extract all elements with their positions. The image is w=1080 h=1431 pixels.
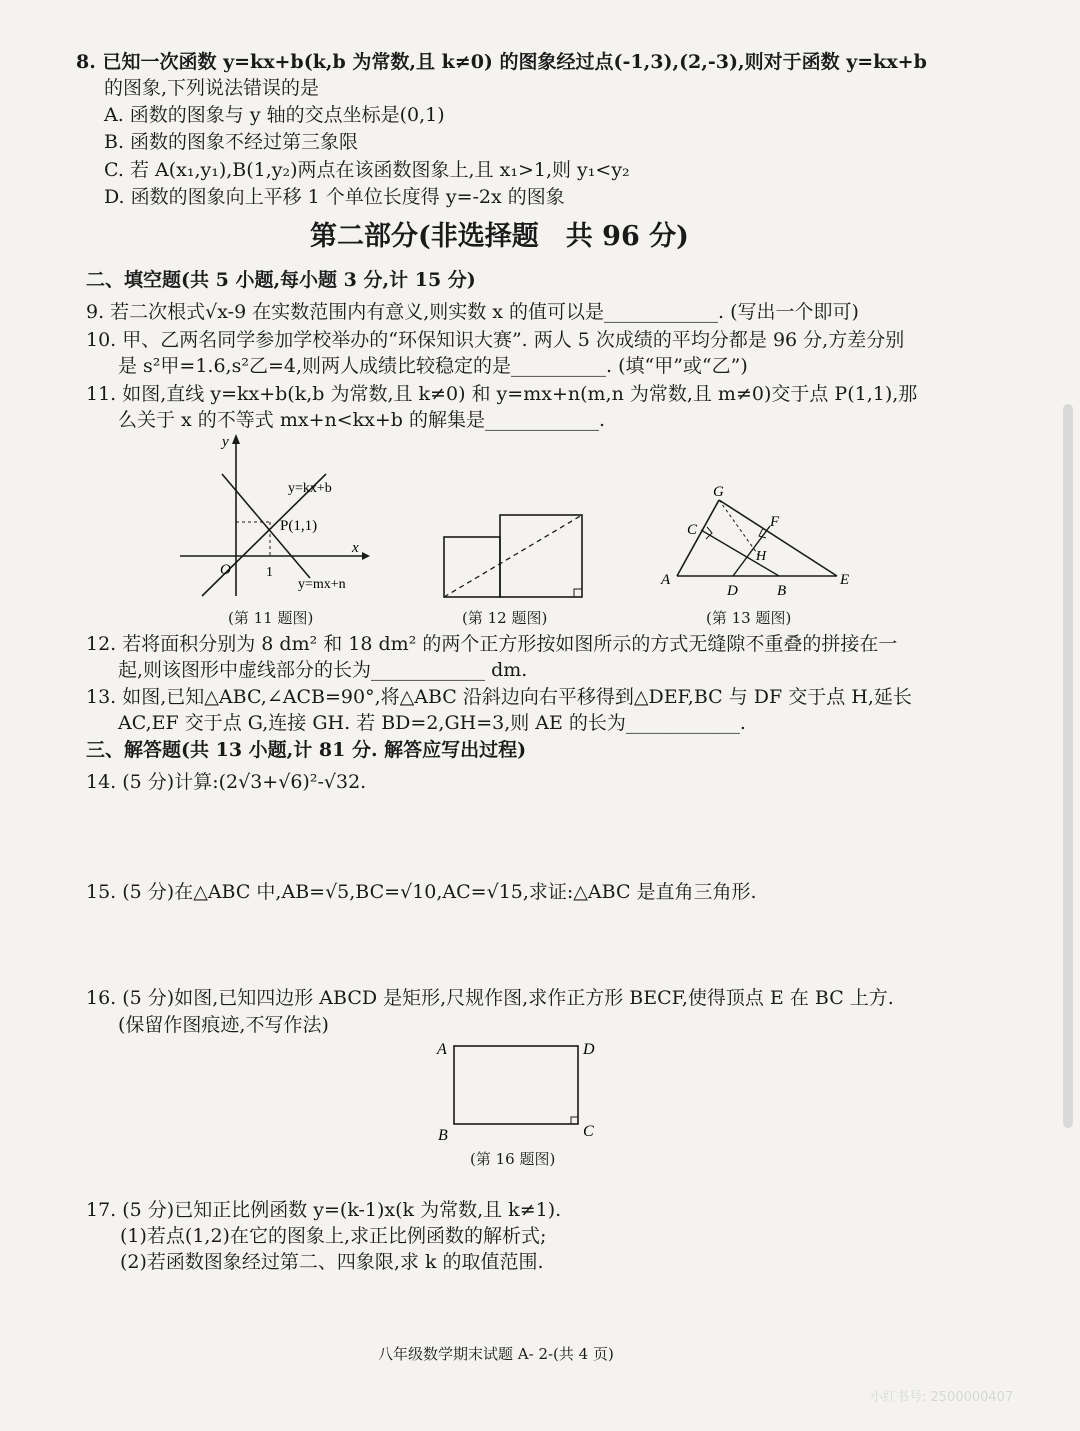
q8-option-b: B. 函数的图象不经过第三象限 [104,131,359,153]
fig13-dashed-GH [719,500,759,556]
fig11-x-arrow [362,552,370,560]
q17-line3: (2)若函数图象经过第二、四象限,求 k 的取值范围. [120,1251,544,1273]
fig11-origin-label: O [220,562,231,578]
fig13-label-G: G [713,484,724,500]
fig11-y-arrow [232,434,240,444]
fig13-caption: (第 13 题图) [706,609,792,627]
fig16-label-A: A [437,1041,447,1058]
section3-heading: 三、解答题(共 13 小题,计 81 分. 解答应写出过程) [86,739,527,761]
watermark: 小红书号: 2500000407 [870,1390,1014,1405]
figure-12-squares [440,510,590,602]
fig11-line2-label: y=mx+n [298,577,346,592]
fig13-label-E: E [840,572,850,588]
figure-13-triangles [655,480,860,605]
q11-line2: 么关于 x 的不等式 mx+n<kx+b 的解集是____________. [118,409,606,431]
q17-line2: (1)若点(1,2)在它的图象上,求正比例函数的解析式; [120,1225,547,1247]
fig11-tick-label: 1 [266,565,273,580]
page-footer: 八年级数学期末试题 A- 2-(共 4 页) [378,1345,614,1363]
q8-option-c: C. 若 A(x₁,y₁),B(1,y₂)两点在该函数图象上,且 x₁>1,则 y₁<y₂ [104,159,630,181]
part2-title: 第二部分(非选择题 共 96 分) [310,221,689,252]
q16-line1: 16. (5 分)如图,已知四边形 ABCD 是矩形,尺规作图,求作正方形 BECF,使得顶点 E 在 BC 上方. [86,987,894,1009]
fig13-label-A: A [661,572,671,588]
section2-heading: 二、填空题(共 5 小题,每小题 3 分,计 15 分) [86,269,476,291]
q9-text: 9. 若二次根式√x-9 在实数范围内有意义,则实数 x 的值可以是____________. (写出一个即可) [86,301,859,323]
vertical-scrollbar[interactable] [1063,404,1073,1128]
fig16-right-angle-mark [571,1117,578,1124]
fig13-label-C: C [687,522,698,538]
q15-text: 15. (5 分)在△ABC 中,AB=√5,BC=√10,AC=√15,求证:△ABC 是直角三角形. [86,881,757,903]
figure-11-graph [176,428,376,608]
fig13-label-F: F [770,514,780,530]
fig16-label-C: C [583,1123,594,1140]
fig11-point-label: P(1,1) [280,518,318,534]
fig12-small-square [444,537,500,597]
q14-text: 14. (5 分)计算:(2√3+√6)²-√32. [86,771,367,793]
q8-option-d: D. 函数的图象向上平移 1 个单位长度得 y=-2x 的图象 [104,186,565,208]
fig13-label-H: H [756,549,767,564]
q12-line2: 起,则该图形中虚线部分的长为____________ dm. [118,659,528,681]
fig12-right-angle-mark [574,589,582,597]
q17-line1: 17. (5 分)已知正比例函数 y=(k-1)x(k 为常数,且 k≠1). [86,1199,562,1221]
fig11-caption: (第 11 题图) [228,609,314,627]
fig16-rect-ABCD [454,1046,578,1124]
q10-line2: 是 s²甲=1.6,s²乙=4,则两人成绩比较稳定的是__________. (填“甲”或“乙”) [118,355,748,377]
fig13-label-B: B [777,583,787,599]
fig16-label-B: B [438,1127,448,1144]
q10-line1: 10. 甲、乙两名同学参加学校举办的“环保知识大赛”. 两人 5 次成绩的平均分都是 96 分,方差分别 [86,329,905,351]
q13-line1: 13. 如图,已知△ABC,∠ACB=90°,将△ABC 沿斜边向右平移得到△DEF,BC 与 DF 交于点 H,延长 [86,686,912,708]
q8-line2: 的图象,下列说法错误的是 [104,77,320,99]
fig11-line1-label: y=kx+b [288,481,332,496]
q11-line1: 11. 如图,直线 y=kx+b(k,b 为常数,且 k≠0) 和 y=mx+n(m,n 为常数,且 m≠0)交于点 P(1,1),那 [86,383,918,405]
q16-line2: (保留作图痕迹,不写作法) [118,1014,329,1036]
fig13-side-CB [701,530,779,576]
fig12-dashed-diagonal [444,515,582,597]
fig11-x-label: x [352,540,359,556]
fig16-label-D: D [583,1041,595,1058]
q12-line1: 12. 若将面积分别为 8 dm² 和 18 dm² 的两个正方形按如图所示的方式无缝隙不重叠的拼接在一 [86,633,898,655]
q13-line2: AC,EF 交于点 G,连接 GH. 若 BD=2,GH=3,则 AE 的长为____________. [118,712,746,734]
fig12-large-square [500,515,582,597]
fig13-side-GE [719,500,837,576]
fig13-side-AG [677,500,719,576]
fig13-label-D: D [727,583,738,599]
figure-16-rectangle [428,1032,608,1144]
q8-line1: 8. 已知一次函数 y=kx+b(k,b 为常数,且 k≠0) 的图象经过点(-1,3),(2,-3),则对于函数 y=kx+b [76,51,927,73]
fig11-y-label: y [222,434,229,450]
q8-option-a: A. 函数的图象与 y 轴的交点坐标是(0,1) [104,104,445,126]
fig16-caption: (第 16 题图) [470,1150,556,1168]
fig12-caption: (第 12 题图) [462,609,548,627]
